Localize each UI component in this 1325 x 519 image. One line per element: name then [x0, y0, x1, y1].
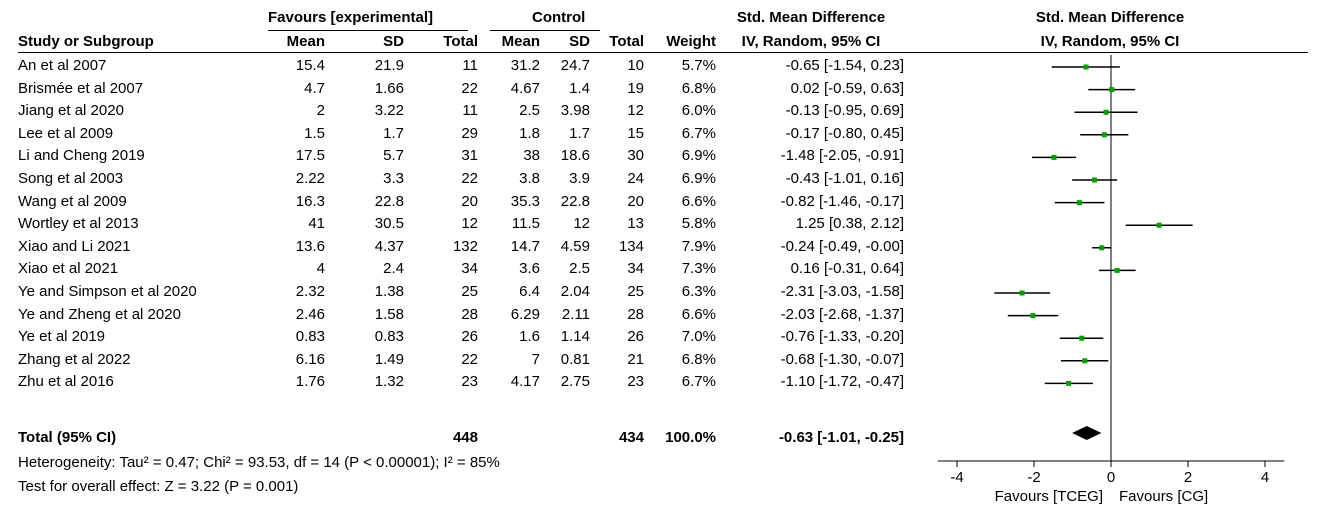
- point-estimate: [1099, 245, 1104, 250]
- point-estimate: [1157, 223, 1162, 228]
- smd-ci: -0.43 [-1.01, 0.16]: [785, 170, 904, 187]
- ctl-mean: 1.6: [519, 328, 540, 346]
- weight: 7.9%: [681, 237, 716, 255]
- exp-mean: 2: [316, 102, 325, 120]
- study-name: Jiang et al 2020: [18, 102, 124, 120]
- exp-mean: 1.5: [304, 124, 325, 142]
- ctl-mean: 3.8: [519, 170, 540, 187]
- study-name: Wortley et al 2013: [18, 215, 139, 233]
- col-exp-mean: Mean: [286, 33, 325, 50]
- exp-mean: 0.83: [295, 328, 325, 346]
- smd-ci: -2.03 [-2.68, -1.37]: [780, 305, 904, 323]
- ctl-total: 12: [627, 102, 644, 120]
- total-label: Total (95% CI): [18, 429, 117, 446]
- weight: 7.3%: [681, 260, 716, 278]
- smd-ci: -1.10 [-1.72, -0.47]: [780, 373, 904, 391]
- study-name: Zhu et al 2016: [18, 373, 114, 391]
- ctl-mean: 14.7: [510, 237, 540, 255]
- col-ctl-sd: SD: [569, 33, 590, 50]
- ctl-total: 13: [627, 215, 644, 233]
- point-estimate: [1052, 155, 1057, 160]
- study-name: An et al 2007: [18, 57, 107, 74]
- weight: 6.6%: [681, 305, 716, 323]
- weight: 7.0%: [681, 328, 716, 346]
- smd-ci: 0.02 [-0.59, 0.63]: [790, 79, 904, 97]
- heterogeneity-text: Heterogeneity: Tau² = 0.47; Chi² = 93.53, df = 14 (P < 0.00001); I² = 85%: [18, 454, 500, 471]
- point-estimate: [1083, 65, 1088, 70]
- exp-total: 12: [461, 215, 478, 233]
- point-estimate: [1092, 178, 1097, 183]
- exp-total: 26: [461, 328, 478, 346]
- total-weight: 100.0%: [665, 429, 716, 446]
- col-weight: Weight: [666, 33, 716, 50]
- study-name: Xiao et al 2021: [18, 260, 119, 278]
- study-name: Xiao and Li 2021: [18, 237, 131, 255]
- ctl-mean: 31.2: [510, 57, 540, 74]
- exp-total: 25: [461, 283, 478, 300]
- col-ctl-total: Total: [609, 33, 644, 50]
- ctl-sd: 12: [573, 215, 590, 233]
- exp-total: 22: [461, 170, 478, 187]
- ctl-sd: 1.7: [569, 124, 590, 142]
- exp-total: 11: [462, 57, 478, 74]
- ctl-mean: 35.3: [510, 192, 540, 210]
- overall-effect-text: Test for overall effect: Z = 3.22 (P = 0.001): [18, 478, 299, 495]
- exp-sd: 4.37: [374, 237, 404, 255]
- exp-mean: 16.3: [295, 192, 325, 210]
- exp-sd: 0.83: [374, 328, 404, 346]
- header-control-group: Control: [532, 9, 586, 26]
- exp-sd: 1.38: [374, 283, 404, 300]
- x-tick-label: -4: [950, 469, 964, 486]
- exp-total: 20: [461, 192, 478, 210]
- study-name: Song et al 2003: [18, 170, 124, 187]
- study-name: Li and Cheng 2019: [18, 147, 145, 165]
- ctl-sd: 2.75: [560, 373, 590, 391]
- point-estimate: [1066, 381, 1071, 386]
- study-name: Ye and Simpson et al 2020: [18, 283, 197, 300]
- exp-mean: 2.22: [295, 170, 325, 187]
- ctl-total: 25: [627, 283, 644, 300]
- exp-mean: 1.76: [295, 373, 325, 391]
- ctl-sd: 2.11: [561, 305, 590, 323]
- ctl-sd: 4.59: [560, 237, 590, 255]
- ctl-mean: 4.67: [510, 79, 540, 97]
- point-estimate: [1020, 291, 1025, 296]
- exp-mean: 2.32: [295, 283, 325, 300]
- weight: 5.8%: [681, 215, 716, 233]
- study-name: Ye and Zheng et al 2020: [18, 305, 181, 323]
- exp-sd: 22.8: [374, 192, 404, 210]
- exp-mean: 4: [316, 260, 325, 278]
- smd-ci: -0.65 [-1.54, 0.23]: [785, 57, 904, 74]
- ctl-mean: 38: [523, 147, 540, 165]
- weight: 6.7%: [681, 124, 716, 142]
- smd-ci: -0.76 [-1.33, -0.20]: [780, 328, 904, 346]
- ctl-sd: 22.8: [560, 192, 590, 210]
- x-tick-label: 4: [1260, 469, 1270, 486]
- header-experimental-group: Favours [experimental]: [268, 9, 434, 26]
- exp-sd: 1.49: [374, 350, 404, 368]
- point-estimate: [1082, 358, 1087, 363]
- col-ctl-mean: Mean: [501, 33, 540, 50]
- x-axis-ticks: [950, 461, 1269, 486]
- exp-mean: 2.46: [295, 305, 325, 323]
- point-estimate: [1115, 268, 1120, 273]
- smd-ci: -0.82 [-1.46, -0.17]: [780, 192, 904, 210]
- study-name: Ye et al 2019: [18, 328, 106, 346]
- exp-sd: 1.7: [383, 124, 404, 142]
- x-tick-label: -2: [1027, 469, 1041, 486]
- weight: 6.7%: [681, 373, 716, 391]
- exp-sd: 1.58: [374, 305, 404, 323]
- study-name: Brismée et al 2007: [18, 79, 144, 97]
- weight: 5.7%: [681, 57, 716, 74]
- weight: 6.8%: [681, 350, 716, 368]
- weight: 6.0%: [681, 102, 716, 120]
- ctl-total: 19: [627, 79, 644, 97]
- exp-total: 22: [461, 79, 478, 97]
- header-smd-plot: Std. Mean Difference: [1035, 9, 1185, 26]
- weight: 6.3%: [681, 283, 716, 300]
- exp-total: 28: [461, 305, 478, 323]
- col-exp-total: Total: [443, 33, 478, 50]
- ctl-total: 15: [627, 124, 644, 142]
- exp-total: 11: [462, 102, 478, 120]
- weight: 6.9%: [681, 147, 716, 165]
- exp-total: 23: [461, 373, 478, 391]
- ctl-total: 30: [627, 147, 644, 165]
- col-study: Study or Subgroup: [18, 33, 154, 50]
- pooled-diamond: [1072, 426, 1101, 440]
- smd-ci: 0.16 [-0.31, 0.64]: [790, 260, 904, 278]
- ctl-mean: 1.8: [519, 124, 540, 142]
- col-method-table: IV, Random, 95% CI: [741, 33, 881, 50]
- header-smd-table: Std. Mean Difference: [736, 9, 886, 26]
- exp-sd: 1.66: [374, 79, 404, 97]
- point-estimate: [1103, 110, 1108, 115]
- exp-mean: 15.4: [295, 57, 325, 74]
- total-ctl-n: 434: [618, 429, 644, 446]
- point-estimate: [1077, 200, 1082, 205]
- ctl-total: 34: [627, 260, 644, 278]
- point-estimate: [1102, 132, 1107, 137]
- weight: 6.6%: [681, 192, 716, 210]
- ctl-mean: 6.29: [510, 305, 540, 323]
- exp-mean: 6.16: [295, 350, 325, 368]
- exp-total: 22: [461, 350, 478, 368]
- study-name: Zhang et al 2022: [18, 350, 131, 368]
- exp-sd: 3.3: [383, 170, 404, 187]
- point-estimate: [1079, 336, 1084, 341]
- total-exp-n: 448: [452, 429, 478, 446]
- exp-sd: 3.22: [374, 102, 404, 120]
- ctl-sd: 3.9: [569, 170, 590, 187]
- study-name: Lee et al 2009: [18, 124, 114, 142]
- study-name: Wang et al 2009: [18, 192, 127, 210]
- smd-ci: 1.25 [0.38, 2.12]: [795, 215, 904, 233]
- favours-right-label: Favours [CG]: [1119, 488, 1209, 505]
- smd-ci: -0.17 [-0.80, 0.45]: [785, 124, 904, 142]
- ctl-total: 26: [627, 328, 644, 346]
- exp-sd: 21.9: [374, 57, 404, 74]
- exp-sd: 1.32: [374, 373, 404, 391]
- col-method-plot: IV, Random, 95% CI: [1040, 33, 1180, 50]
- ctl-total: 21: [627, 350, 644, 368]
- exp-total: 132: [452, 237, 478, 255]
- favours-left-label: Favours [TCEG]: [994, 488, 1103, 505]
- ctl-sd: 1.14: [560, 328, 590, 346]
- smd-ci: -2.31 [-3.03, -1.58]: [780, 283, 904, 300]
- exp-total: 31: [461, 147, 478, 165]
- ctl-total: 134: [618, 237, 644, 255]
- col-exp-sd: SD: [383, 33, 404, 50]
- ctl-mean: 7: [531, 350, 540, 368]
- smd-ci: -0.13 [-0.95, 0.69]: [785, 102, 904, 120]
- ctl-sd: 2.5: [569, 260, 590, 278]
- ctl-sd: 18.6: [560, 147, 590, 165]
- ctl-mean: 2.5: [519, 102, 540, 120]
- ctl-sd: 2.04: [560, 283, 590, 300]
- smd-ci: -1.48 [-2.05, -0.91]: [780, 147, 904, 165]
- smd-ci: -0.24 [-0.49, -0.00]: [780, 237, 904, 255]
- weight: 6.8%: [681, 79, 716, 97]
- ctl-sd: 24.7: [560, 57, 590, 74]
- ctl-sd: 3.98: [560, 102, 590, 120]
- exp-mean: 4.7: [304, 79, 325, 97]
- point-estimate: [1030, 313, 1035, 318]
- ctl-total: 23: [627, 373, 644, 391]
- exp-mean: 41: [308, 215, 325, 233]
- ctl-total: 20: [627, 192, 644, 210]
- exp-sd: 2.4: [383, 260, 404, 278]
- exp-total: 29: [461, 124, 478, 142]
- ctl-mean: 3.6: [519, 260, 540, 278]
- smd-ci: -0.68 [-1.30, -0.07]: [780, 350, 904, 368]
- exp-sd: 30.5: [374, 215, 404, 233]
- ctl-mean: 6.4: [519, 283, 540, 300]
- ctl-total: 24: [627, 170, 644, 187]
- ctl-sd: 1.4: [569, 79, 590, 97]
- exp-sd: 5.7: [383, 147, 404, 165]
- exp-mean: 13.6: [295, 237, 325, 255]
- ctl-mean: 4.17: [510, 373, 540, 391]
- weight: 6.9%: [681, 170, 716, 187]
- total-ci: -0.63 [-1.01, -0.25]: [778, 429, 904, 446]
- ctl-total: 28: [627, 305, 644, 323]
- x-tick-label: 2: [1183, 469, 1193, 486]
- ctl-mean: 11.5: [511, 215, 540, 233]
- exp-mean: 17.5: [295, 147, 325, 165]
- point-estimate: [1109, 87, 1114, 92]
- study-marks: [994, 65, 1192, 386]
- x-tick-label: 0: [1106, 469, 1116, 486]
- ctl-sd: 0.81: [560, 350, 590, 368]
- ctl-total: 10: [627, 57, 644, 74]
- exp-total: 34: [461, 260, 478, 278]
